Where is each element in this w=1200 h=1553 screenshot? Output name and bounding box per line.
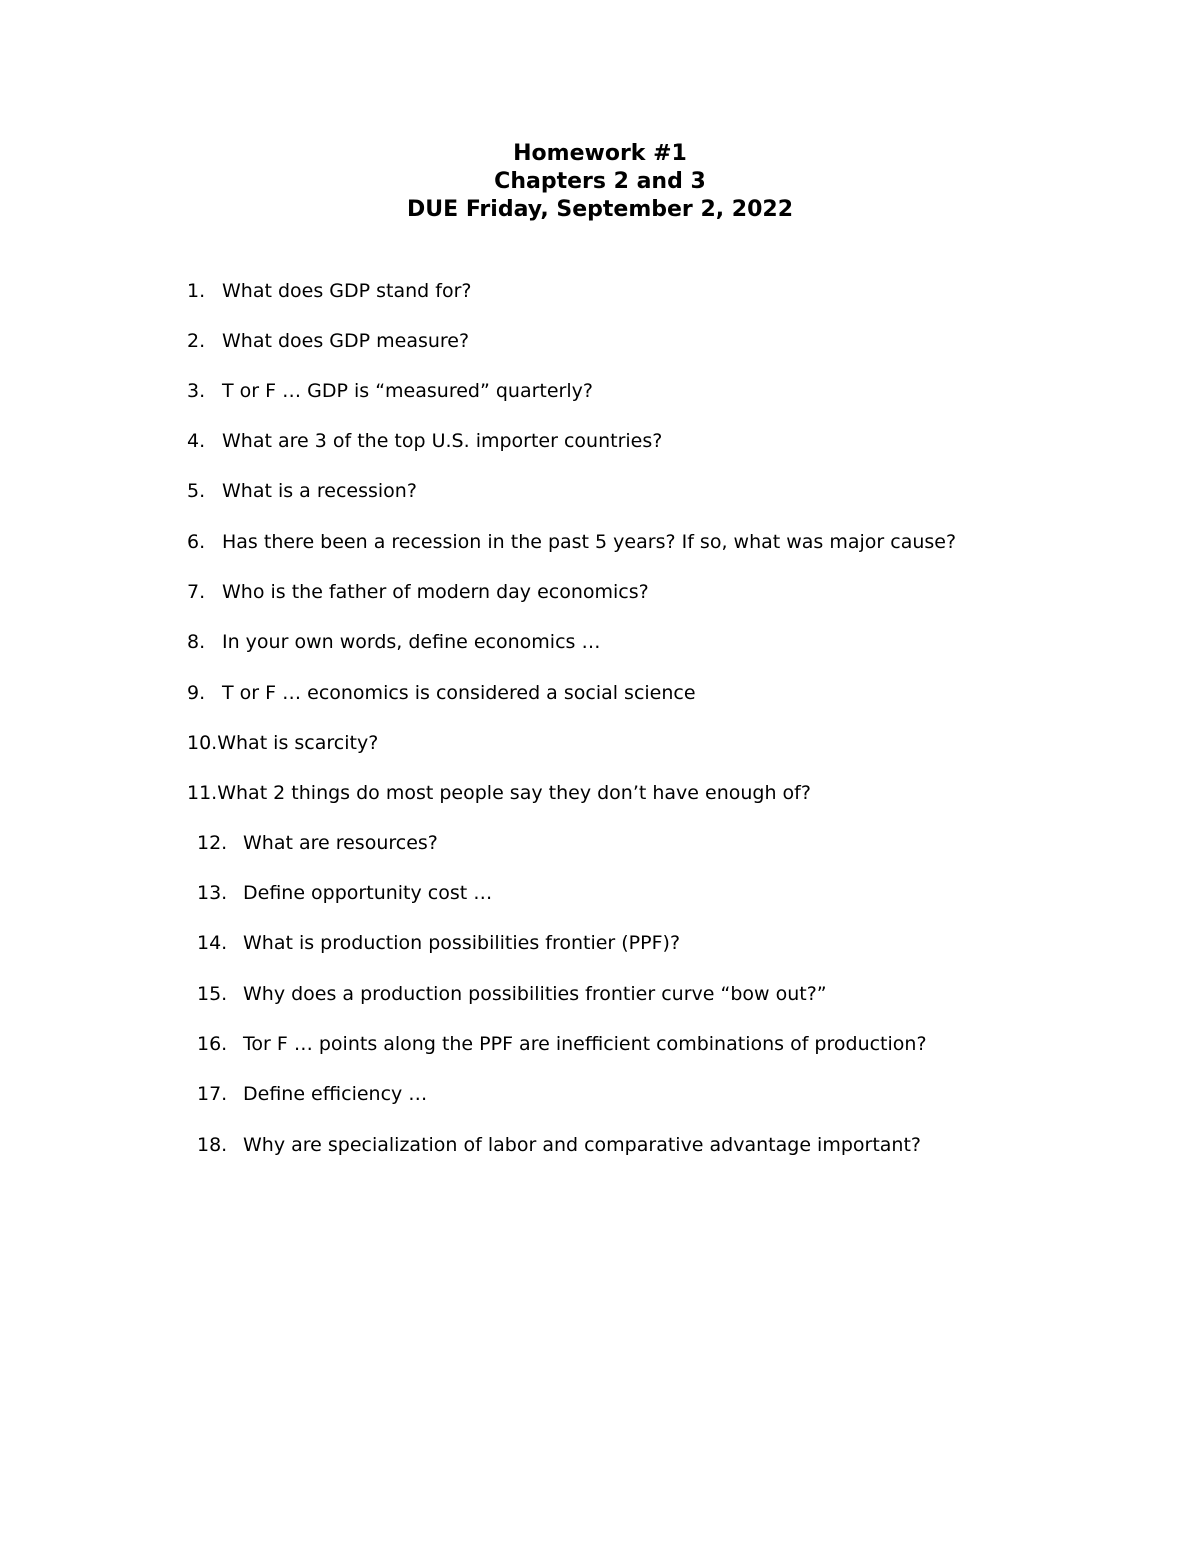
question-text: Why does a production possibilities frontier curve “bow out?” [243, 983, 827, 1005]
question-text: Why are specialization of labor and comparative advantage important? [243, 1134, 922, 1156]
question-item [187, 329, 469, 353]
question-number: 2. [187, 330, 206, 352]
question-item [187, 479, 417, 503]
question-text: Define efficiency … [243, 1083, 428, 1105]
question-text: Who is the father of modern day economics? [222, 581, 649, 603]
question-text: What does GDP measure? [222, 330, 470, 352]
question-item [197, 982, 827, 1006]
question-text: What 2 things do most people say they don’t have enough of? [217, 782, 811, 804]
question-item [187, 379, 593, 403]
question-item [197, 1032, 927, 1056]
question-number: 1. [187, 280, 206, 302]
question-number: 15. [197, 983, 228, 1005]
question-item [187, 681, 696, 705]
question-item [197, 881, 492, 905]
question-number: 7. [187, 581, 206, 603]
question-text: T or F … GDP is “measured” quarterly? [222, 380, 593, 402]
question-item [187, 580, 649, 604]
question-number: 18. [197, 1134, 228, 1156]
question-text: What is a recession? [222, 480, 417, 502]
question-text: T or F … economics is considered a social science [222, 682, 696, 704]
question-item [197, 1133, 921, 1157]
question-number: 3. [187, 380, 206, 402]
question-text: Define opportunity cost … [243, 882, 493, 904]
question-item [187, 279, 471, 303]
question-text: What does GDP stand for? [222, 280, 472, 302]
question-item [197, 831, 438, 855]
question-text: In your own words, define economics … [222, 631, 601, 653]
question-number: 11. [187, 782, 218, 804]
question-number: 14. [197, 932, 228, 954]
question-text: What are 3 of the top U.S. importer countries? [222, 430, 663, 452]
due-date: DUE Friday, September 2, 2022 [407, 197, 793, 222]
question-item [187, 731, 378, 755]
question-text: Has there been a recession in the past 5 years? If so, what was major cause? [222, 531, 957, 553]
question-item [197, 1082, 427, 1106]
question-item [187, 630, 600, 654]
question-text: Tor F … points along the PPF are inefficient combinations of production? [243, 1033, 927, 1055]
question-item [197, 931, 680, 955]
question-text: What are resources? [243, 832, 438, 854]
document-header [0, 140, 1200, 224]
question-number: 10. [187, 732, 218, 754]
question-item [187, 781, 811, 805]
question-number: 4. [187, 430, 206, 452]
question-text: What is production possibilities frontier (PPF)? [243, 932, 681, 954]
question-number: 16. [197, 1033, 228, 1055]
question-number: 13. [197, 882, 228, 904]
question-item [187, 429, 662, 453]
question-number: 8. [187, 631, 206, 653]
chapters-subtitle: Chapters 2 and 3 [494, 169, 706, 194]
homework-title: Homework #1 [513, 141, 687, 166]
question-number: 12. [197, 832, 228, 854]
question-number: 6. [187, 531, 206, 553]
question-number: 9. [187, 682, 206, 704]
question-item [187, 530, 956, 554]
question-text: What is scarcity? [217, 732, 379, 754]
question-number: 5. [187, 480, 206, 502]
question-number: 17. [197, 1083, 228, 1105]
